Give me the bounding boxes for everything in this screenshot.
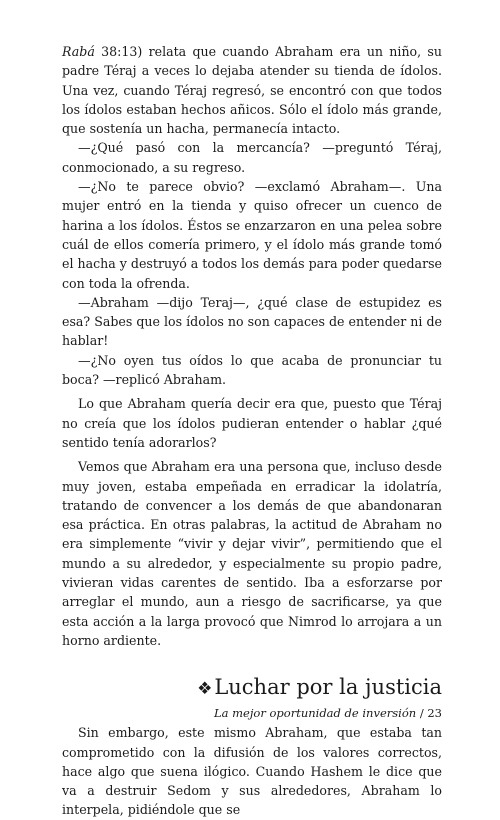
footer-separator: / <box>416 706 428 720</box>
source-reference-italic: Rabá <box>62 44 95 59</box>
body-paragraph: —Abraham —dijo Teraj—, ¿qué clase de estupidez es esa? Sabes que los ídolos no son capaces de entender ni de hablar! <box>62 294 442 349</box>
body-paragraph: —¿No te parece obvio? —exclamó Abraham—. Una mujer entró en la tienda y quiso ofrecer un cuenco de harina a los ídolos. Éstos se enzarzaron en una pelea sobre cuál de ellos comería primero, y el ídolo más grande tomó el hacha y destruyó a todos los demás para poder quedarse con toda la ofrenda. <box>62 179 442 291</box>
body-paragraph: —¿Qué pasó con la mercancía? —preguntó Téraj, conmocionado, a su regreso. <box>62 140 442 175</box>
body-paragraph: Lo que Abraham quería decir era que, puesto que Téraj no creía que los ídolos pudieran entender o hablar ¿qué sentido tenía adorarlos? <box>62 396 442 450</box>
diamond-ornament-icon: ❖ <box>197 679 213 700</box>
body-paragraph: Sin embargo, este mismo Abraham, que estaba tan comprometido con la difusión de los valores correctos, hace algo que suena ilógico. Cuando Hashem le dice que va a destruir Sedom y sus alrededores, Abraham lo interpela, pidiéndole que se <box>62 725 442 818</box>
body-paragraph: Vemos que Abraham era una persona que, incluso desde muy joven, estaba empeñada en erradicar la idolatría, tratando de convencer a los demás de que abandonaran esa práctica. En otras palabras, la actitud de Abraham no era simplemente “vivir y dejar vivir”, permitiendo que el mundo a su alrededor, y especialmente su propio padre, vivieran vidas carentes de sentido. Iba a esforzarse por arreglar el mundo, aun a riesgo de sacrificarse, ya que esta acción a la larga provocó que Nimrod lo arrojara a un horno ardiente. <box>62 459 442 648</box>
running-title: La mejor oportunidad de inversión <box>214 706 417 720</box>
body-paragraph: —¿No oyen tus oídos lo que acaba de pronunciar tu boca? —replicó Abraham. <box>62 352 442 388</box>
paragraph-text: 38:13) relata que cuando Abraham era un niño, su padre Téraj a veces lo dejaba atender su tienda de ídolos. Una vez, cuando Téraj regresó, se encontró con que todos los ídolos estaban hechos añicos. Sólo el ídolo más grande, que sostenía un hacha, permanecía intacto. <box>62 44 442 137</box>
body-paragraph <box>62 42 442 138</box>
page-number: 23 <box>427 706 442 720</box>
section-heading-title: Luchar por la justicia <box>214 675 442 700</box>
section-heading <box>62 674 442 702</box>
page-footer <box>214 706 442 720</box>
page-body <box>62 42 442 820</box>
